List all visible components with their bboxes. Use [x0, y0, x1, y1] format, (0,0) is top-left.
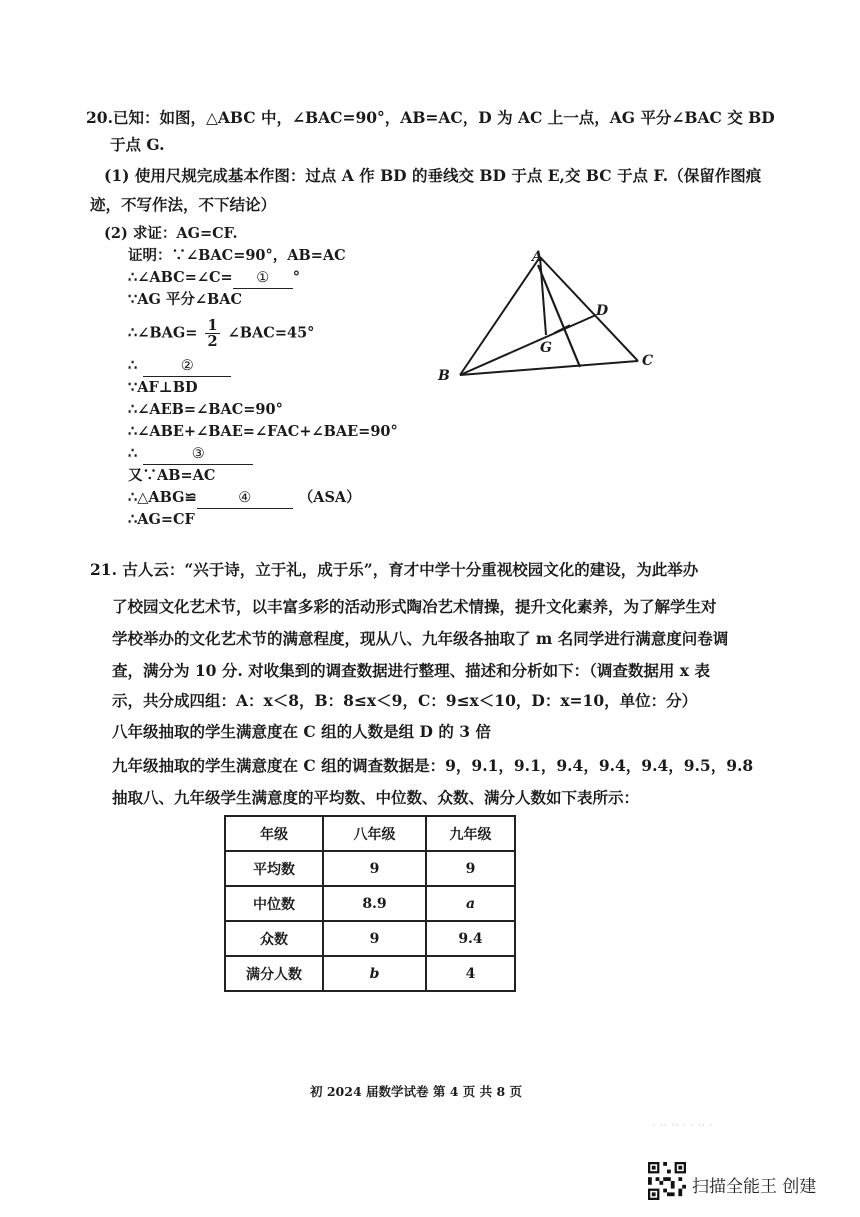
- label-c: C: [642, 353, 654, 369]
- q21-line-6: 八年级抽取的学生满意度在 C 组的人数是组 D 的 3 倍: [112, 722, 491, 741]
- q21-line-2: 了校园文化艺术节，以丰富多彩的活动形式陶冶艺术情操，提升文化素养，为了解学生对: [112, 597, 717, 616]
- q21-line-5: 示，共分成四组：A：x＜8，B：8≤x＜9，C：9≤x＜10，D：x=10，单位：分）: [112, 691, 698, 710]
- proof-line-2: [128, 268, 300, 289]
- proof-line-2-text: ∴∠ABC=∠C=: [128, 269, 233, 286]
- proof-line-1: 证明：∵∠BAC=90°，AB=AC: [128, 247, 346, 264]
- proof-line-4-text: ∴∠BAG=: [128, 324, 198, 342]
- table-cell: 9.4: [426, 921, 515, 956]
- blank-4[interactable]: [197, 488, 293, 509]
- table-cell: 满分人数: [225, 956, 323, 991]
- proof-line-7: ∴∠AEB=∠BAC=90°: [128, 401, 283, 418]
- table-row: [225, 956, 515, 991]
- blank-1[interactable]: [233, 268, 293, 289]
- table-header-cell: 年级: [225, 816, 323, 851]
- therefore-sign: ∴: [128, 445, 138, 462]
- blank-2[interactable]: [143, 356, 231, 377]
- proof-line-12: ∴AG=CF: [128, 511, 195, 528]
- blank-2-label: ②: [180, 358, 194, 374]
- q20-part2-title: (2) 求证：AG=CF.: [104, 225, 238, 242]
- triangle-figure: [430, 245, 670, 385]
- label-g: G: [540, 340, 552, 356]
- q20-line-2: 于点 G.: [110, 135, 165, 154]
- table-row: [225, 921, 515, 956]
- q21-line-8: 抽取八、九年级学生满意度的平均数、中位数、众数、满分人数如下表所示：: [112, 788, 640, 807]
- table-header-row: [225, 816, 515, 851]
- congruence-text: ∴△ABG≌: [128, 489, 197, 506]
- q21-line-3: 学校举办的文化艺术节的满意程度，现从八、九年级各抽取了 m 名同学进行满意度问卷调: [112, 629, 729, 648]
- scanner-watermark: 扫描全能王 创建: [692, 1177, 817, 1197]
- fraction-numerator: 1: [207, 317, 218, 334]
- page-footer: 初 2024 届数学试卷 第 4 页 共 8 页: [310, 1084, 522, 1099]
- q20-line-1: 20.已知：如图，△ABC 中，∠BAC=90°，AB=AC，D 为 AC 上一点，AG 平分∠BAC 交 BD: [86, 108, 775, 127]
- blank-3[interactable]: [143, 444, 253, 465]
- table-cell: 9: [426, 851, 515, 886]
- degree-sign: °: [292, 269, 300, 286]
- therefore-sign: ∴: [128, 357, 138, 374]
- table-cell: 4: [426, 956, 515, 991]
- proof-line-11: [128, 488, 361, 509]
- segment-ag: [540, 257, 546, 335]
- table-cell: 9: [323, 921, 426, 956]
- table-cell: b: [323, 956, 426, 991]
- table-cell: 平均数: [225, 851, 323, 886]
- proof-line-6: ∵AF⊥BD: [128, 379, 198, 396]
- proof-line-10: 又∵AB=AC: [128, 467, 216, 484]
- table-header-cell: 八年级: [323, 816, 426, 851]
- proof-line-4: [128, 318, 314, 349]
- proof-line-8: ∴∠ABE+∠BAE=∠FAC+∠BAE=90°: [128, 423, 398, 440]
- asa-label: （ASA）: [298, 489, 361, 506]
- fraction-denominator: 2: [207, 333, 218, 350]
- stats-table: [224, 815, 516, 992]
- segment-ac: [540, 257, 638, 361]
- q21-line-4: 查，满分为 10 分. 对收集到的调查数据进行整理、描述和分析如下：（调查数据用 x 表: [112, 661, 710, 680]
- proof-line-5: [128, 356, 231, 377]
- q20-part1-line-1: (1) 使用尺规完成基本作图：过点 A 作 BD 的垂线交 BD 于点 E,交 BC 于点 F.（保留作图痕: [104, 166, 762, 185]
- table-cell: 9: [323, 851, 426, 886]
- label-a: A: [532, 249, 543, 265]
- proof-line-9: [128, 444, 253, 465]
- table-cell: 中位数: [225, 886, 323, 921]
- table-header-cell: 九年级: [426, 816, 515, 851]
- proof-line-3: ∵AG 平分∠BAC: [128, 291, 243, 308]
- table-cell: 8.9: [323, 886, 426, 921]
- blank-4-label: ④: [238, 490, 252, 506]
- blank-3-label: ③: [191, 446, 205, 462]
- table-cell: 众数: [225, 921, 323, 956]
- qr-code-icon: [648, 1162, 686, 1200]
- q20-part1-line-2: 迹，不写作法，不下结论）: [90, 195, 277, 214]
- fraction-half: [205, 318, 219, 349]
- proof-line-4-rest: ∠BAC=45°: [227, 324, 315, 342]
- blank-1-label: ①: [256, 270, 270, 286]
- q21-line-1: 21. 古人云：“兴于诗，立于礼，成于乐”，育才中学十分重视校园文化的建设，为此举办: [90, 560, 699, 579]
- table-row: [225, 851, 515, 886]
- q21-line-7: 九年级抽取的学生满意度在 C 组的调查数据是：9，9.1，9.1，9.4，9.4，9.4，9.5，9.8: [112, 756, 754, 775]
- table-row: [225, 886, 515, 921]
- label-b: B: [438, 368, 450, 384]
- table-cell: a: [426, 886, 515, 921]
- construction-arc-mark: [554, 325, 570, 333]
- faint-scan-mark: · ·· ·· · · ·· ·: [652, 1118, 714, 1132]
- label-d: D: [596, 303, 609, 319]
